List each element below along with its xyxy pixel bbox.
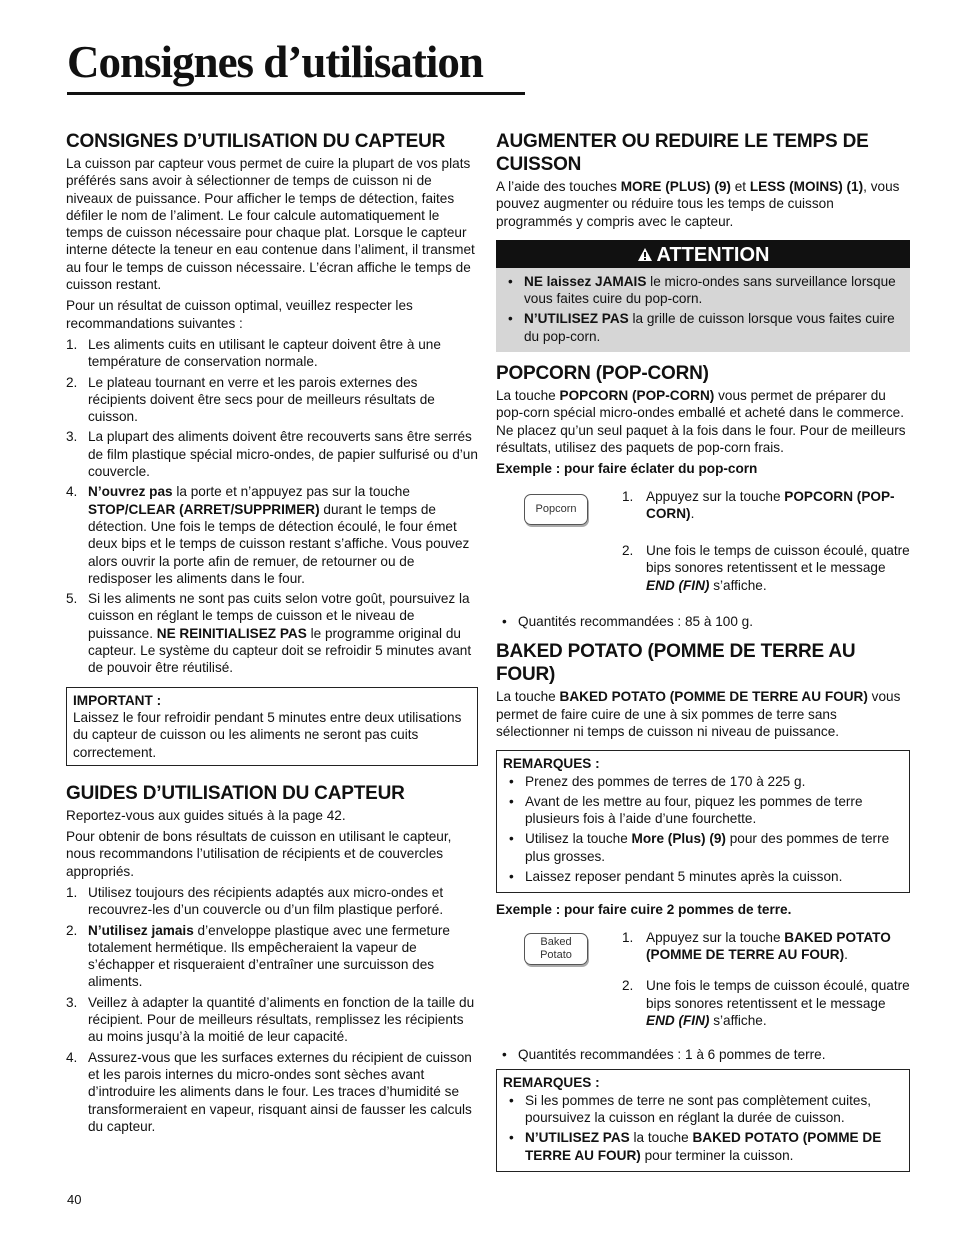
baked-potato-key-icon: Baked Potato: [524, 933, 588, 965]
popcorn-key-area: [496, 488, 622, 603]
remarks-title: REMARQUES :: [503, 756, 600, 772]
quantity-note: • Quantités recommandées : 1 à 6 pommes de terre.: [502, 1047, 826, 1063]
list-item: • Si les pommes de terre ne sont pas complètement cuites, poursuivez la cuisson en réglant la durée de cuisson.: [509, 1092, 872, 1125]
section-heading-popcorn: POPCORN (POP-CORN): [496, 363, 709, 385]
list-item: • Avant de les mettre au four, piquez les pommes de terre plusieurs fois à l’aide d’une fourchette.: [509, 793, 863, 827]
left-column: [66, 130, 478, 1141]
step-item: 2. Une fois le temps de cuisson écoulé, quatre bips sonores retentissent et le message END (FIN) s’affiche.: [622, 543, 910, 593]
remarks-box: [496, 750, 910, 893]
list-item: • N’UTILISEZ PAS la touche BAKED POTATO (POMME DE TERRE AU FOUR) pour terminer la cuisson.: [509, 1130, 882, 1163]
list-item: 5. Si les aliments ne sont pas cuits selon votre goût, poursuivez la cuisson en réglant le temps de cuisson et le niveau de puissance. NE REINITIALISEZ PAS le programme original du capteur. Le système du capteur doit se refroidir 5 minutes avant de pouvoir être réutilisé.: [66, 591, 472, 676]
numbered-list: [66, 336, 478, 677]
important-box: [66, 687, 478, 766]
paragraph: Pour un résultat de cuisson optimal, veuillez respecter les recommandations suivantes :: [66, 298, 413, 331]
list-item: 2. Le plateau tournant en verre et les parois externes des récipients doivent être secs pour de meilleurs résultats de cuisson.: [66, 374, 435, 425]
attention-title: ATTENTION: [656, 243, 770, 266]
page-title: Consignes d’utilisation: [67, 32, 525, 95]
list-item: • NE laissez JAMAIS le micro-ondes sans surveillance lorsque vous faites cuire du pop-corn.: [508, 273, 896, 307]
list-item: • Utilisez la touche More (Plus) (9) pour des pommes de terre plus grosses.: [509, 831, 890, 864]
section-heading-baked-potato: BAKED POTATO (POMME DE TERRE AU FOUR): [496, 641, 856, 686]
paragraph: La touche BAKED POTATO (POMME DE TERRE AU FOUR) vous permet de faire cuire de une à six pommes de terre sans sélectionner ni temps de cuisson ni niveau de puissance.: [496, 689, 901, 739]
remarks-title: REMARQUES :: [503, 1075, 600, 1091]
quantity-note: • Quantités recommandées : 85 à 100 g.: [502, 614, 754, 630]
paragraph: Pour obtenir de bons résultats de cuisson en utilisant le capteur, nous recommandons l’utilisation de récipients et de couvercles appropriés.: [66, 829, 452, 879]
list-item: 1. Les aliments cuits en utilisant le capteur doivent être à une température de conservation normale.: [66, 336, 441, 370]
right-column: [496, 130, 910, 1172]
attention-box: [496, 240, 910, 352]
list-item: 3. La plupart des aliments doivent être recouverts sans être serrés de film plastique spécial micro-ondes, de papier sulfurisé ou d’un couvercle.: [66, 429, 478, 480]
list-item: 3. Veillez à adapter la quantité d’aliments en fonction de la taille du récipient. Pour de meilleurs résultats, remplissez les récipients au moins jusqu’à la moitié de leur capacité.: [66, 994, 475, 1045]
list-item: • Prenez des pommes de terres de 170 à 225 g.: [509, 773, 806, 789]
steps-list: [622, 488, 910, 597]
attention-header: [496, 240, 910, 268]
section-heading-sensor-guides: GUIDES D’UTILISATION DU CAPTEUR: [66, 782, 405, 804]
page-number: 40: [67, 1192, 82, 1207]
paragraph: La cuisson par capteur vous permet de cuire la plupart de vos plats préférés sans avoir à sélectionner de temps de cuisson ni de niveaux de puissance. Pour afficher le temps de détection, faites défiler le nom de l’aliment. Le four calcule automatiquement le temps de cuisson nécessaire pour chaque plat. Lorsque le capteur interne détecte la teneur en eau contenue dans l’aliment, il transmet au four le temps de cuisson nécessaire. L’écran affiche le temps de cuisson restant.: [66, 156, 475, 293]
step-item: 2. Une fois le temps de cuisson écoulé, quatre bips sonores retentissent et le message END (FIN) s’affiche.: [622, 978, 910, 1028]
popcorn-example: [496, 488, 910, 603]
warning-icon: [637, 247, 653, 262]
remarks-box: [496, 1069, 910, 1171]
list-item: 4. Assurez-vous que les surfaces externes du récipient de cuisson et les parois internes du micro-ondes sont sèches avant d’introduire les aliments dans le four. Les traces d’humidité se transformeraient en vapeur, risquant ainsi de fausser les calculs du capteur.: [66, 1049, 472, 1134]
paragraph: A l’aide des touches MORE (PLUS) (9) et LESS (MOINS) (1), vous pouvez augmenter ou réduire tous les temps de cuisson programmés y compris avec le capteur.: [496, 179, 900, 229]
potato-example: [496, 929, 910, 1038]
section-heading-adjust-time: AUGMENTER OU REDUIRE LE TEMPS DE CUISSON: [496, 131, 869, 175]
important-title: IMPORTANT :: [73, 692, 162, 708]
steps-list: [622, 929, 910, 1032]
attention-body: [496, 268, 910, 352]
section-heading-sensor-instructions: CONSIGNES D’UTILISATION DU CAPTEUR: [66, 131, 446, 152]
paragraph: Reportez-vous aux guides situés à la page 42.: [66, 807, 346, 823]
popcorn-key-icon: Popcorn: [524, 494, 588, 525]
step-item: 1. Appuyez sur la touche BAKED POTATO (POMME DE TERRE AU FOUR).: [622, 929, 891, 962]
list-item: • Laissez reposer pendant 5 minutes après la cuisson.: [509, 869, 843, 885]
list-item: • N’UTILISEZ PAS la grille de cuisson lorsque vous faites cuire du pop-corn.: [508, 311, 895, 344]
list-item: 4. N’ouvrez pas la porte et n’appuyez pas sur la touche STOP/CLEAR (ARRET/SUPPRIMER) durant le temps de détection. Une fois le temps de détection écoulé, le four émet deux bips et le temps de cuisson restant s’affiche. Vous pouvez alors ouvrir la porte afin de remuer, de retourner ou de redisposer les aliments dans le four.: [66, 484, 470, 586]
list-item: 2. N’utilisez jamais d’enveloppe plastique avec une fermeture totalement hermétique. Ils empêcheraient la vapeur de s’échapper et risqueraient d’entraîner une surcuisson des aliments.: [66, 922, 450, 990]
example-label: Exemple : pour faire éclater du pop-corn: [496, 461, 758, 477]
list-item: 1. Utilisez toujours des récipients adaptés aux micro-ondes et recouvrez-les d’un couvercle ou d’un film plastique perforé.: [66, 884, 444, 918]
numbered-list: [66, 884, 478, 1135]
paragraph: La touche POPCORN (POP-CORN) vous permet de préparer du pop-corn spécial micro-ondes emballé et acheté dans le commerce. Ne placez qu’un seul paquet à la fois dans le four. Pour de meilleurs résultats, utilisez des paquets de pop-corn frais.: [496, 388, 906, 455]
example-label: Exemple : pour faire cuire 2 pommes de terre.: [496, 902, 792, 918]
step-item: 1. Appuyez sur la touche POPCORN (POP-CORN).: [622, 488, 895, 521]
potato-key-area: [496, 929, 622, 1038]
important-text: Laissez le four refroidir pendant 5 minutes entre deux utilisations du capteur de cuisson ou les aliments ne seront pas cuits correctement.: [73, 709, 462, 760]
